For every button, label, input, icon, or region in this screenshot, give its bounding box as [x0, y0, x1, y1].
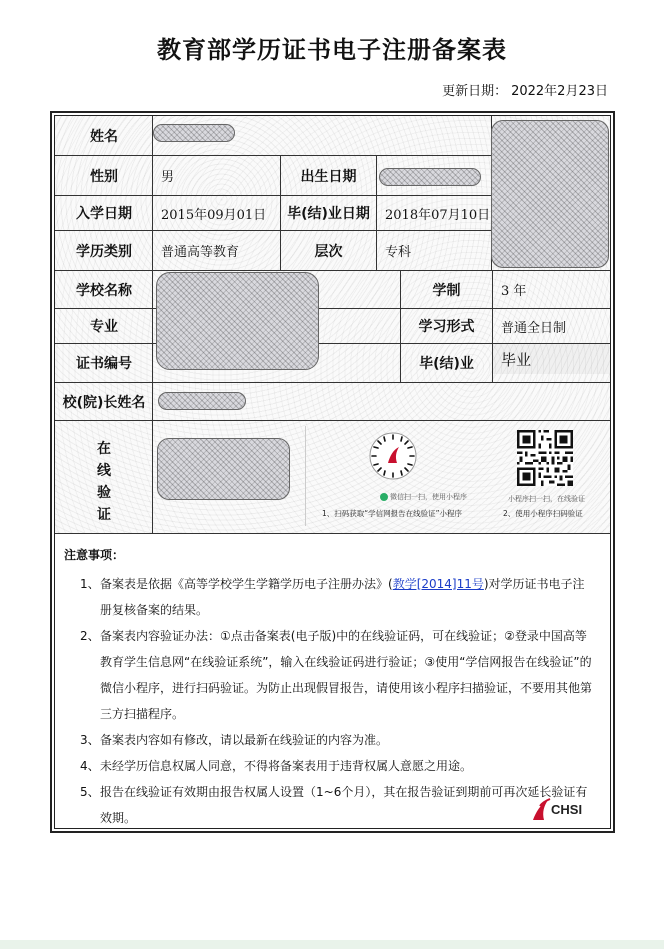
major-label: 专业 [90, 319, 118, 335]
birth-label: 出生日期 [300, 168, 357, 185]
birth-redacted [379, 168, 481, 186]
level-value: 专科 [385, 245, 412, 260]
update-date: 2022年2月23日 [511, 84, 608, 99]
note-item-5 [64, 779, 594, 831]
note-text: 备案表内容验证办法：①点击备案表(电子版)中的在线验证码，可在线验证；②登录中国高等教育学生信息网“在线验证系统”，输入在线验证码进行验证；③使用“学信网报告在线验证”的微信小程序，进行扫码验证。为防止出现假冒报告，请使用该小程序扫描验证，不要用其他第三方扫描程序。 [100, 629, 593, 721]
president-redacted [158, 392, 246, 410]
duration-label: 学制 [432, 282, 461, 299]
verify-label-text: 在线验证 [97, 441, 111, 523]
chsi-logo-text: CHSI [551, 802, 583, 817]
level-label: 层次 [314, 243, 343, 260]
note-text: )对学历证书电子注册复核备案的结果。 [100, 577, 585, 617]
president-label: 校(院)长姓名 [62, 394, 146, 411]
note-text: 报告在线验证有效期由报告权属人设置（1~6个月），其在报告验证到期前可再次延长验证有效期。 [100, 785, 588, 825]
study-form-value: 普通全日制 [501, 320, 567, 336]
edu-type-label: 学历类别 [76, 243, 132, 260]
mini-program-qr[interactable] [369, 432, 417, 480]
notes-title: 注意事项： [64, 548, 125, 562]
update-label: 更新日期： [442, 84, 508, 99]
note-text: 备案表内容如有修改，请以最新在线验证的内容为准。 [100, 733, 389, 747]
school-label: 学校名称 [76, 282, 132, 299]
photo-redacted [491, 120, 609, 268]
cert-no-label: 证书编号 [76, 356, 132, 372]
school-redacted [156, 272, 319, 370]
duration-value: 3 年 [501, 284, 527, 299]
completion-label: 毕(结)业 [419, 356, 474, 372]
name-redacted [153, 124, 235, 142]
study-form-label: 学习形式 [418, 319, 475, 335]
qr-code-hint: 小程序扫一扫，在线验证 [508, 495, 585, 503]
qr-code-step: 2、使用小程序扫码验证 [503, 509, 583, 518]
qr-panel-divider [305, 426, 306, 526]
graduate-label: 毕(结)业日期 [287, 206, 370, 222]
note-item-1 [64, 571, 594, 623]
note-number: 2、 [80, 629, 100, 643]
chsi-bird-icon [530, 796, 552, 822]
enroll-label: 入学日期 [76, 206, 132, 222]
completion-value: 毕业 [493, 344, 609, 374]
note-number: 3、 [80, 733, 100, 747]
note-item-3 [64, 727, 594, 753]
mini-program-step: 1、扫码获取“学信网报告在线验证”小程序 [322, 509, 463, 518]
name-label: 姓名 [90, 128, 118, 145]
mini-program-hint: 微信扫一扫，使用小程序 [390, 493, 467, 501]
verify-qr-code[interactable] [517, 430, 573, 486]
note-number: 5、 [80, 785, 100, 799]
verify-label [56, 438, 152, 526]
wechat-icon [380, 493, 388, 501]
graduate-value: 2018年07月10日 [385, 207, 491, 223]
note-number: 1、 [80, 577, 100, 591]
note-text: 备案表是依据《高等学校学生学籍学历电子注册办法》( [100, 577, 393, 591]
edu-type-value: 普通高等教育 [161, 245, 240, 260]
viewer-bottom-bar [0, 940, 664, 949]
note-item-4 [64, 753, 594, 779]
note-text: 未经学历信息权属人同意，不得将备案表用于违背权属人意愿之用途。 [100, 759, 473, 773]
update-date-line [438, 80, 608, 99]
notes-section [64, 546, 594, 831]
document-title: 教育部学历证书电子注册备案表 [157, 36, 507, 64]
note-number: 4、 [80, 759, 100, 773]
enroll-value: 2015年09月01日 [161, 207, 267, 223]
gender-value: 男 [161, 170, 175, 185]
verify-code-redacted[interactable] [157, 438, 290, 500]
note-item-2 [64, 623, 594, 727]
gender-label: 性别 [90, 168, 118, 185]
regulation-link[interactable]: 教学[2014]11号 [392, 577, 484, 591]
